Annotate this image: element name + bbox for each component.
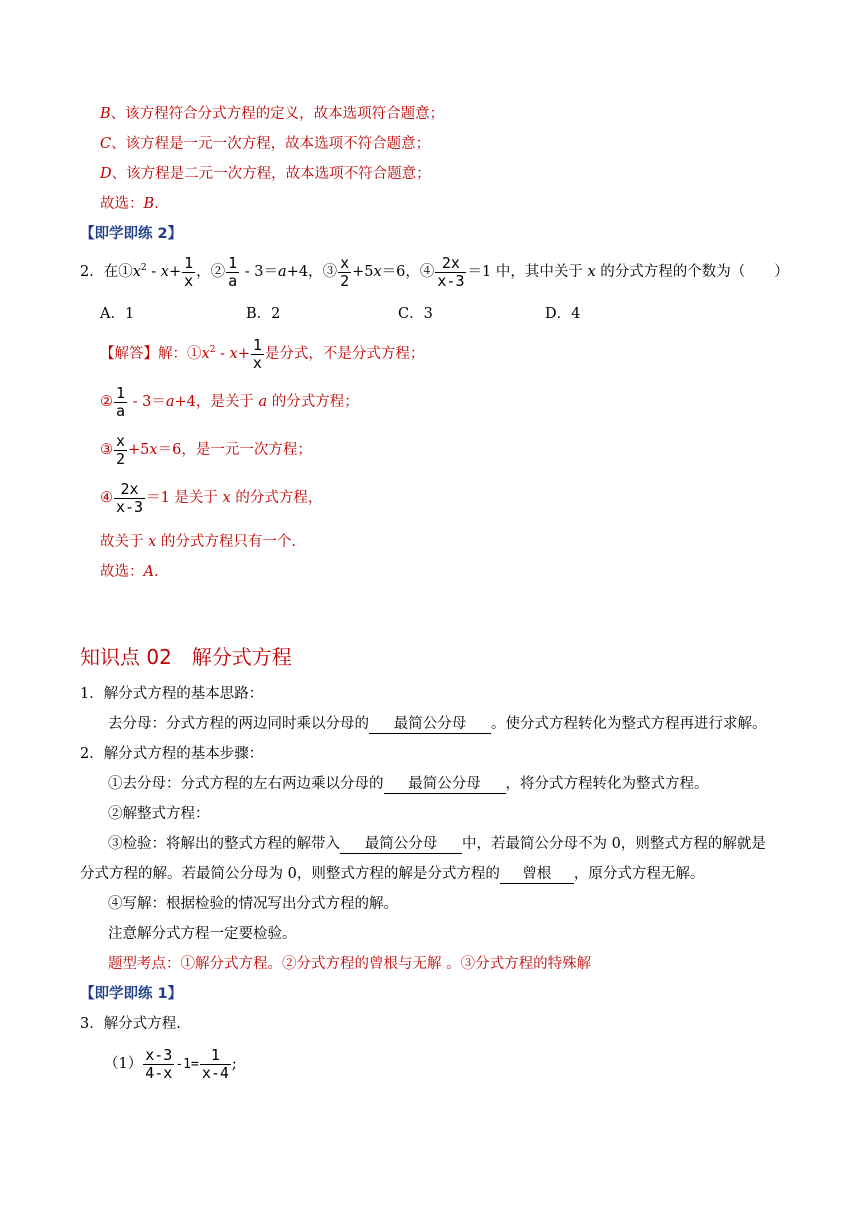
option-text: 、该方程是二元一次方程，故本选项不符合题意；: [111, 166, 431, 182]
text: +5: [352, 264, 374, 280]
fraction: [435, 255, 466, 290]
text: ＝6，: [157, 442, 196, 458]
option-text: 、该方程符合分式方程的定义，故本选项符合题意；: [110, 106, 445, 122]
practice-tag: 【即学即练 2】: [80, 226, 183, 242]
text: +4，: [286, 264, 323, 280]
text: ＝6，: [381, 264, 420, 280]
text: ＝1 中，其中关于: [467, 264, 588, 280]
practice-tag: 【即学即练 1】: [80, 986, 183, 1002]
text: 故关于: [100, 534, 149, 550]
solution-label: 【解答】: [100, 346, 158, 362]
text: +: [168, 264, 182, 280]
text: ，将分式方程转化为整式方程。: [505, 776, 709, 792]
var: x: [148, 534, 157, 550]
solution-summary: [100, 532, 296, 552]
answer-blank: 最简公分母: [369, 715, 491, 734]
var: a: [165, 394, 175, 410]
numerator: 2x: [435, 255, 466, 273]
text: 的分式方程，: [230, 490, 323, 506]
steps-title: 2．解分式方程的基本步骤：: [80, 746, 264, 762]
text: 中，若最简公分母不为 0，则整式方程的解就是: [462, 836, 766, 852]
var: a: [278, 264, 287, 280]
text: 的分式方程只有一个.: [156, 534, 297, 550]
var: x: [587, 264, 596, 280]
note: 注意解分式方程一定要检验。: [108, 926, 297, 942]
option-d: D．4: [545, 306, 581, 322]
option-c: C．3: [398, 306, 433, 322]
answer-blank: 曾根: [500, 865, 574, 884]
text: +: [237, 346, 250, 362]
fraction: [182, 255, 195, 290]
text: 是分式，不是分式方程；: [264, 346, 425, 362]
fraction: [338, 255, 351, 290]
option-letter: B: [100, 106, 111, 122]
var: x: [149, 442, 158, 458]
ideas-title: 1．解分式方程的基本思路：: [80, 686, 264, 702]
numerator: 1: [200, 1047, 231, 1065]
answer-choice: [100, 194, 159, 214]
circle-number: ①: [187, 346, 202, 362]
var: x: [373, 264, 382, 280]
denominator: 2: [116, 449, 126, 468]
text: 。使分式方程转化为整式方程再进行求解。: [491, 716, 767, 732]
option-letter: C: [100, 136, 112, 152]
fraction: [114, 385, 127, 420]
denominator: x: [184, 271, 194, 290]
denominator: x-4: [201, 1063, 229, 1082]
answer-option-b: [100, 104, 444, 124]
denominator: a: [228, 271, 238, 290]
choice-letter: B: [143, 196, 155, 212]
numerator: x: [116, 431, 126, 450]
circle-number: ②: [100, 394, 113, 410]
var: x: [132, 264, 141, 280]
exponent: 2: [209, 345, 216, 356]
denominator: 4-x: [145, 1063, 173, 1082]
var: x: [160, 264, 169, 280]
question-3: 3．解分式方程.: [80, 1016, 181, 1032]
text: 解：: [158, 346, 187, 362]
text: 是一元一次方程；: [195, 442, 312, 458]
question-types: 题型考点：①解分式方程。②分式方程的曾根与无解 。③分式方程的特殊解: [108, 956, 592, 972]
choice-end: .: [153, 564, 159, 580]
text: ;: [231, 1056, 237, 1072]
fraction: [251, 337, 264, 372]
section-title: 知识点 02 解分式方程: [80, 645, 292, 669]
fraction: [226, 255, 239, 290]
exponent: 2: [140, 263, 147, 274]
solution-line-2: [100, 382, 359, 422]
text: -1=: [175, 1057, 199, 1072]
option-b: B．2: [246, 306, 281, 322]
numerator: x-3: [145, 1045, 173, 1064]
text: 是关于: [210, 394, 259, 410]
numerator: 1: [116, 383, 126, 402]
fraction: [114, 481, 145, 516]
numerator: 2x: [114, 481, 145, 499]
text: ，原分式方程无解。: [573, 866, 705, 882]
solution-line-1: [100, 334, 424, 374]
denominator: x: [252, 353, 262, 372]
numerator: 1: [228, 253, 238, 272]
step-4: ④写解：根据检验的情况写出分式方程的解。: [108, 896, 398, 912]
numerator: 1: [184, 253, 194, 272]
numerator: 1: [252, 335, 262, 354]
text: ①去分母：分式方程的左右两边乘以分母的: [108, 776, 384, 792]
ideas-line: [108, 714, 767, 734]
text: - 3＝: [128, 394, 166, 410]
circle-number: ④: [100, 490, 113, 506]
question-3-part-1: [104, 1044, 237, 1085]
answer-option-c: [100, 134, 430, 154]
answer-option-d: [100, 164, 431, 184]
denominator: x-3: [116, 497, 144, 516]
choice-end: .: [154, 196, 159, 212]
circle-number: ③: [322, 264, 338, 280]
text: +5: [128, 442, 150, 458]
fraction: [143, 1047, 174, 1082]
var: x: [201, 346, 210, 362]
text: ，: [196, 264, 211, 280]
text: ＝1 是关于: [146, 490, 223, 506]
option-text: 、该方程是一元一次方程，故本选项不符合题意；: [111, 136, 431, 152]
var: a: [258, 394, 268, 410]
text: ③检验：将解出的整式方程的解带入: [108, 836, 340, 852]
text: 分式方程的解。若最简公分母为 0，则整式方程的解是分式方程的: [80, 866, 500, 882]
solution-line-4: [100, 478, 322, 518]
text: -: [215, 346, 230, 362]
sub-number: （1）: [104, 1056, 143, 1072]
option-letter: D: [100, 166, 112, 182]
question-number: 2．在: [80, 264, 119, 280]
choice-prefix: 故选：: [100, 196, 144, 212]
fraction: [114, 433, 127, 468]
question-2: [80, 252, 789, 292]
step-1: [108, 774, 709, 794]
solution-choice: [100, 562, 159, 582]
denominator: a: [116, 401, 126, 420]
step-2: ②解整式方程：: [108, 806, 210, 822]
choice-prefix: 故选：: [100, 564, 144, 580]
circle-number: ①: [118, 264, 133, 280]
step-3-continued: [80, 864, 704, 884]
fraction: [200, 1047, 231, 1082]
text: 去分母：分式方程的两边同时乘以分母的: [108, 716, 369, 732]
numerator: x: [340, 253, 350, 272]
var: x: [229, 346, 238, 362]
choice-letter: A: [143, 564, 154, 580]
denominator: x-3: [437, 271, 465, 290]
answer-blank: 最简公分母: [384, 775, 506, 794]
text: -: [146, 264, 161, 280]
text: 的分式方程的个数为（ ）: [595, 264, 789, 280]
solution-line-3: [100, 430, 312, 470]
text: - 3＝: [240, 264, 279, 280]
circle-number: ③: [100, 442, 113, 458]
var: x: [222, 490, 231, 506]
answer-blank: 最简公分母: [340, 835, 462, 854]
option-a: A．1: [100, 306, 135, 322]
denominator: 2: [340, 271, 350, 290]
text: +4，: [174, 394, 211, 410]
circle-number: ④: [419, 264, 435, 280]
step-3: [108, 834, 766, 854]
circle-number: ②: [210, 264, 226, 280]
text: 的分式方程；: [267, 394, 359, 410]
